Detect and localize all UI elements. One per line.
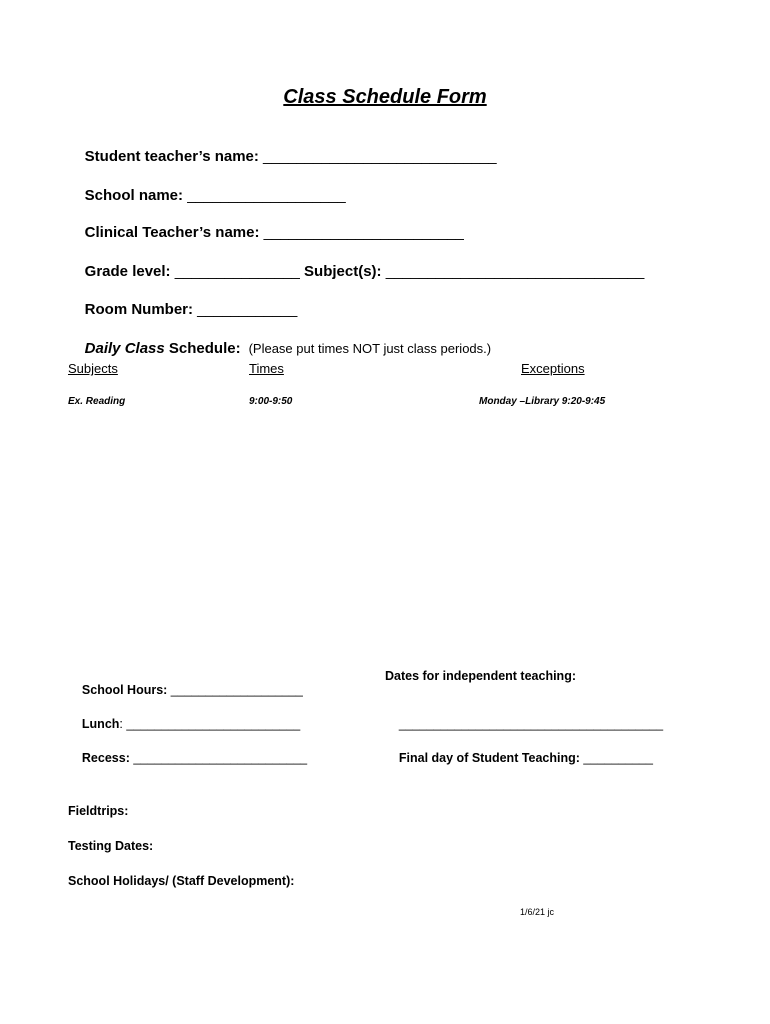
- independent-teaching-line[interactable]: ______________________________________: [398, 717, 664, 731]
- page-title: Class Schedule Form: [283, 86, 487, 108]
- recess-field: [68, 737, 307, 779]
- student-teacher-line[interactable]: ____________________________: [258, 148, 497, 165]
- student-teacher-label: Student teacher’s name:: [84, 148, 259, 165]
- independent-teaching-label: Dates for independent teaching:: [385, 669, 576, 683]
- school-name-label: School name:: [84, 187, 184, 204]
- school-hours-label: School Hours:: [81, 683, 168, 697]
- daily-schedule-note: (Please put times NOT just class periods.): [248, 341, 492, 356]
- school-holidays-label: School Holidays/ (Staff Development):: [68, 874, 295, 888]
- grade-level-label: Grade level:: [84, 263, 171, 280]
- final-day-label: Final day of Student Teaching:: [398, 751, 580, 765]
- clinical-teacher-label: Clinical Teacher’s name:: [84, 224, 260, 241]
- fieldtrips-label: Fieldtrips:: [68, 804, 129, 818]
- room-number-label: Room Number:: [84, 301, 194, 318]
- school-name-line[interactable]: ___________________: [183, 187, 346, 204]
- lunch-label: Lunch: [81, 717, 120, 731]
- example-exception: Monday –Library 9:20-9:45: [479, 396, 606, 407]
- column-exceptions: Exceptions: [521, 361, 585, 376]
- daily-class-label: Daily Class: [84, 340, 165, 357]
- subjects-label: Subject(s):: [304, 263, 382, 280]
- lunch-line[interactable]: : _________________________: [119, 717, 301, 731]
- room-number-line[interactable]: ____________: [193, 301, 298, 318]
- recess-line[interactable]: _________________________: [129, 751, 308, 765]
- column-subjects: Subjects: [68, 361, 118, 376]
- grade-level-line[interactable]: _______________: [170, 263, 305, 280]
- testing-dates-label: Testing Dates:: [68, 839, 154, 853]
- clinical-teacher-line[interactable]: ________________________: [259, 224, 464, 241]
- subjects-line[interactable]: _______________________________: [381, 263, 645, 280]
- footer-date: 1/6/21 jc: [520, 907, 555, 917]
- column-times: Times: [249, 361, 284, 376]
- recess-label: Recess:: [81, 751, 130, 765]
- final-day-field: [385, 737, 653, 779]
- example-subject: Ex. Reading: [68, 396, 126, 407]
- final-day-line[interactable]: __________: [579, 751, 653, 765]
- example-time: 9:00-9:50: [249, 396, 293, 407]
- schedule-label: Schedule:: [164, 340, 241, 357]
- school-hours-line[interactable]: ___________________: [167, 683, 303, 697]
